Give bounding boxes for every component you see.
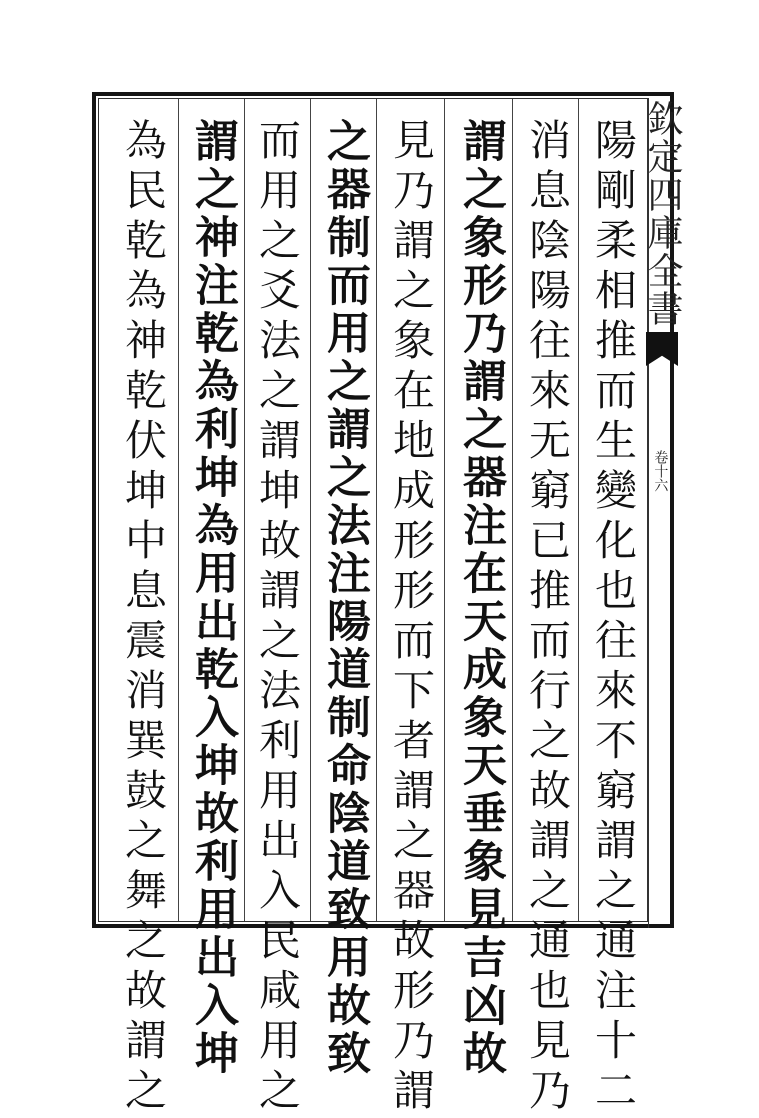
volume-label: 卷十六	[652, 450, 669, 492]
column-rule	[376, 99, 377, 921]
text-column-8: 為民乾為神乾伏坤中息震消巽鼓之舞之故謂之	[119, 118, 168, 1118]
text-column-4: 見乃謂之象在地成形形而下者謂之器故形乃謂	[387, 118, 436, 1118]
text-column-6: 而用之爻法之謂坤故謂之法利用出入民咸用之	[253, 118, 302, 1118]
column-rule	[578, 99, 579, 921]
column-rule	[178, 99, 179, 921]
text-column-7: 謂之神注乾為利坤為用出乾入坤故利用出入坤	[187, 118, 238, 1078]
column-rule	[444, 99, 445, 921]
text-column-3: 謂之象形乃謂之器注在天成象天垂象見吉凶故	[455, 118, 506, 1078]
text-column-5: 之器制而用之謂之法注陽道制命陰道致用故致	[319, 118, 370, 1078]
text-column-1: 陽剛柔相推而生變化也往來不窮謂之通注十二	[589, 118, 638, 1118]
column-rule	[310, 99, 311, 921]
book-title: 欽定四庫全書	[642, 100, 683, 328]
column-rule	[512, 99, 513, 921]
column-rule	[244, 99, 245, 921]
text-column-2: 消息陰陽往來无窮已推而行之故謂之通也見乃	[523, 118, 572, 1118]
